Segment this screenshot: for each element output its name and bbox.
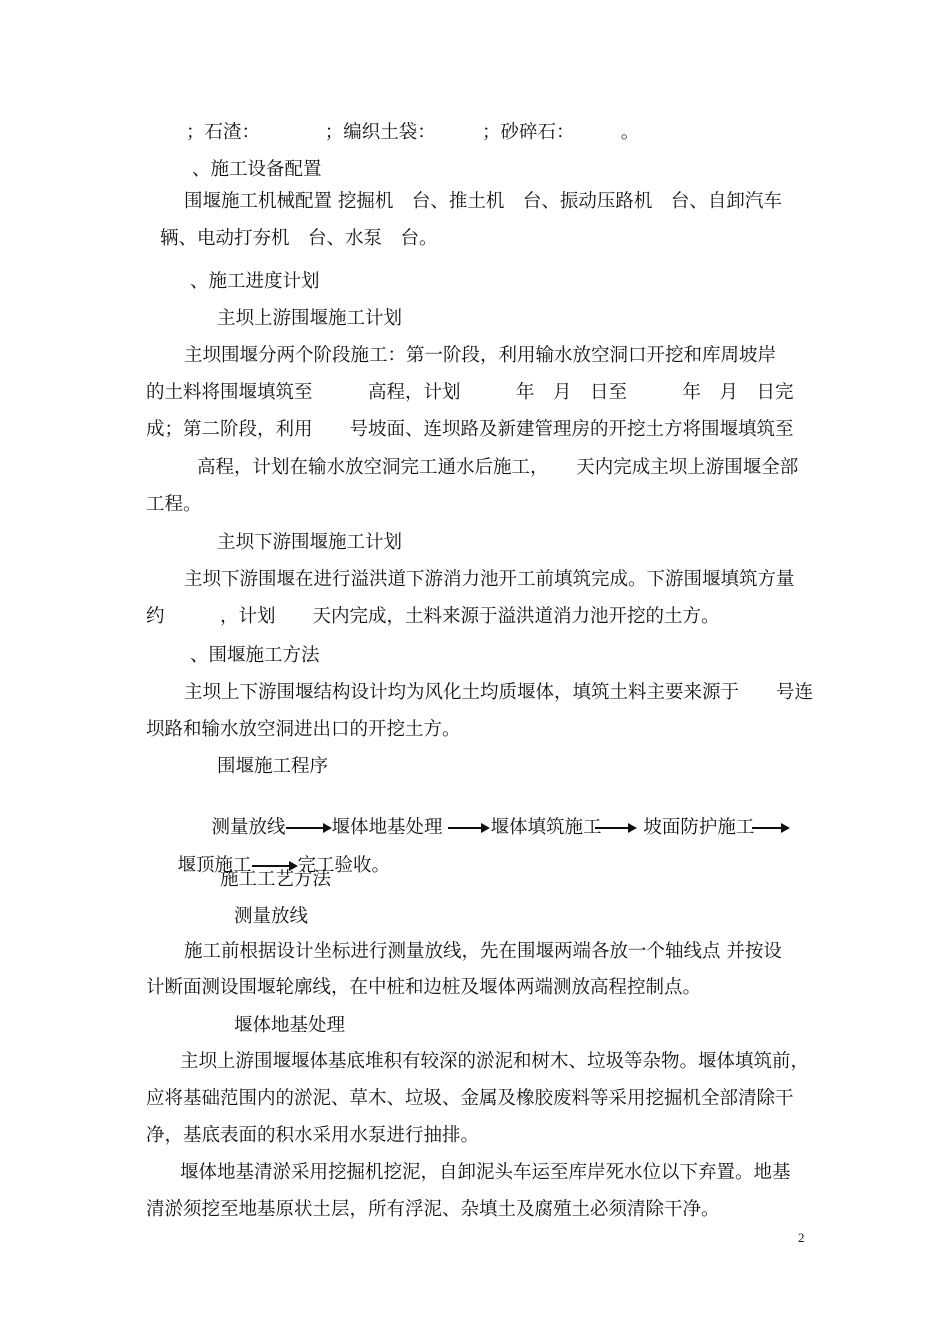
arrow-right-icon [448, 823, 490, 833]
subheading-survey: 测量放线 [234, 906, 309, 927]
subheading-procedure: 围堰施工程序 [217, 756, 329, 777]
paragraph-line: 工程。 [146, 494, 202, 515]
paragraph-line: 堰体地基清淤采用挖掘机挖泥，自卸泥头车运至库岸死水位以下弃置。地基 [180, 1162, 791, 1183]
paragraph-line: 高程，计划在输水放空洞完工通水后施工， 天内完成主坝上游围堰全部 [197, 457, 799, 478]
paragraph-line: 计断面测设围堰轮廓线，在中桩和边桩及堰体两端测放高程控制点。 [146, 977, 702, 998]
flow-step: 堰顶施工 [177, 855, 252, 876]
paragraph-line: 主坝上游围堰堰体基底堆积有较深的淤泥和树木、垃圾等杂物。堰体填筑前， [180, 1051, 810, 1072]
paragraph-line: 成；第二阶段，利用 号坡面、连坝路及新建管理房的开挖土方将围堰填筑至 [146, 419, 794, 440]
subheading-upstream-plan: 主坝上游围堰施工计划 [217, 308, 403, 329]
flow-step: 堰体地基处理 [331, 817, 443, 838]
section-heading-equipment: 、施工设备配置 [192, 159, 322, 180]
flow-step: 测量放线 [211, 817, 286, 838]
section-heading-schedule: 、施工进度计划 [190, 271, 320, 292]
subheading-foundation: 堰体地基处理 [234, 1015, 346, 1036]
subheading-downstream-plan: 主坝下游围堰施工计划 [217, 532, 403, 553]
arrow-right-icon [595, 823, 637, 833]
paragraph-line: 的土料将围堰填筑至 高程，计划 年 月 日至 年 月 日完 [146, 382, 794, 403]
paragraph-line: 围堰施工机械配置 挖掘机 台、推土机 台、振动压路机 台、自卸汽车 [184, 191, 782, 212]
section-heading-method: 、围堰施工方法 [190, 645, 320, 666]
materials-line: ；石渣： ；编织土袋： ；砂碎石： 。 [186, 122, 640, 143]
page-number: 2 [798, 1230, 805, 1245]
subheading-process: 施工工艺方法 [220, 869, 332, 890]
flow-step: 坡面防护施工 [643, 817, 755, 838]
arrow-right-icon [752, 823, 790, 833]
paragraph-line: 坝路和输水放空洞进出口的开挖土方。 [146, 719, 461, 740]
paragraph-line: 辆、电动打夯机 台、水泵 台。 [160, 228, 438, 249]
paragraph-line: 约 ，计划 天内完成，土料来源于溢洪道消力池开挖的土方。 [146, 606, 720, 627]
paragraph-line: 主坝下游围堰在进行溢洪道下游消力池开工前填筑完成。下游围堰填筑方量 [184, 569, 795, 590]
paragraph-line: 净，基底表面的积水采用水泵进行抽排。 [146, 1125, 480, 1146]
flow-step: 堰体填筑施工 [490, 817, 602, 838]
paragraph-line: 应将基础范围内的淤泥、草木、垃圾、金属及橡胶废料等采用挖掘机全部清除干 [146, 1088, 794, 1109]
flow-step: 完工验收。 [297, 855, 391, 876]
paragraph-line: 主坝上下游围堰结构设计均为风化土均质堰体，填筑土料主要来源于 号连 [184, 682, 814, 703]
paragraph-line: 清淤须挖至地基原状土层，所有浮泥、杂填土及腐殖土必须清除干净。 [146, 1199, 720, 1220]
paragraph-line: 主坝围堰分两个阶段施工：第一阶段，利用输水放空洞口开挖和库周坡岸 [184, 345, 777, 366]
paragraph-line: 施工前根据设计坐标进行测量放线，先在围堰两端各放一个轴线点 并按设 [184, 941, 782, 962]
